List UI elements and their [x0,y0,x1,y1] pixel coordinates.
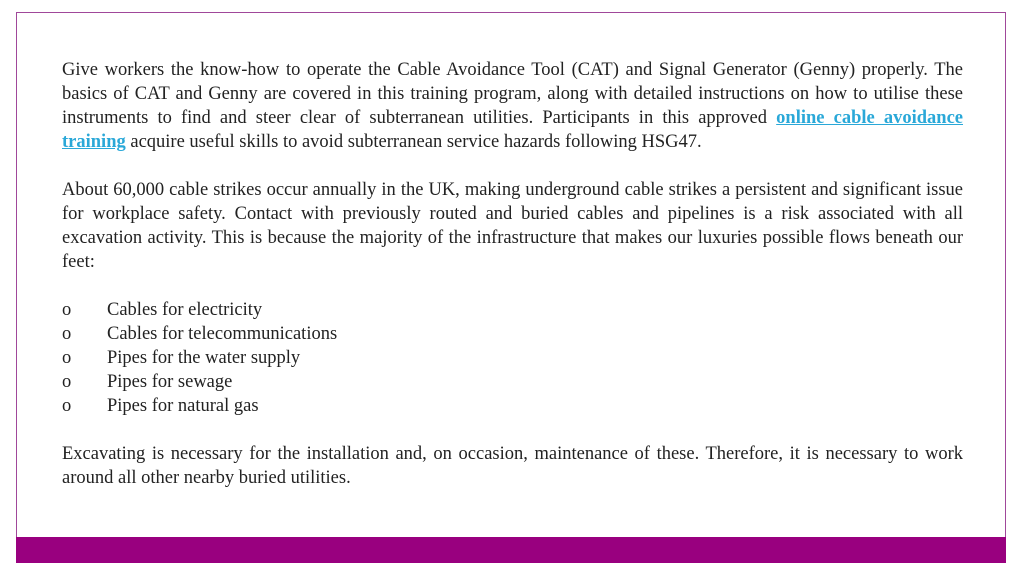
list-item-text: Cables for electricity [107,300,263,320]
list-item [62,322,963,346]
list-item-text: Pipes for natural gas [107,396,259,416]
bullet-marker: o [62,324,72,344]
list-item [62,370,963,394]
cable-strikes-paragraph: About 60,000 cable strikes occur annually in the UK, making underground cable strikes a persistent and significant issue for workplace safety. Contact with previously routed and buried cables and pipelines is a risk associated with all excavation activity. This is because the majority of the infrastructure that makes our luxuries possible flows beneath our feet: [62,180,963,272]
intro-text-before-link: Give workers the know-how to operate the Cable Avoidance Tool (CAT) and Signal Generator (Genny) properly. The basics of CAT and Genny are covered in this training program, along with detailed instructions on how to utilise these instruments to find and steer clear of subterranean utilities. Participants in this approved [62,60,963,128]
paragraph-spacer [62,154,963,178]
slide-content [62,58,963,490]
paragraph-spacer [62,418,963,442]
list-item [62,394,963,418]
bottom-accent-bar [16,537,1006,563]
bullet-marker: o [62,348,72,368]
list-item-text: Pipes for the water supply [107,348,301,368]
intro-text-after-link: acquire useful skills to avoid subterranean service hazards following HSG47. [125,132,702,152]
list-item-text: Pipes for sewage [107,372,233,392]
excavation-paragraph: Excavating is necessary for the installation and, on occasion, maintenance of these. Therefore, it is necessary to work around all other nearby buried utilities. [62,444,963,488]
online-cable-avoidance-training-link[interactable]: online cable avoidance training [62,108,963,152]
list-item-text: Cables for telecommunications [107,324,338,344]
bullet-marker: o [62,372,72,392]
list-item [62,346,963,370]
bullet-marker: o [62,300,72,320]
bullet-marker: o [62,396,72,416]
list-item [62,298,963,322]
utilities-list [62,298,963,418]
paragraph-spacer [62,274,963,298]
intro-paragraph [62,58,963,154]
